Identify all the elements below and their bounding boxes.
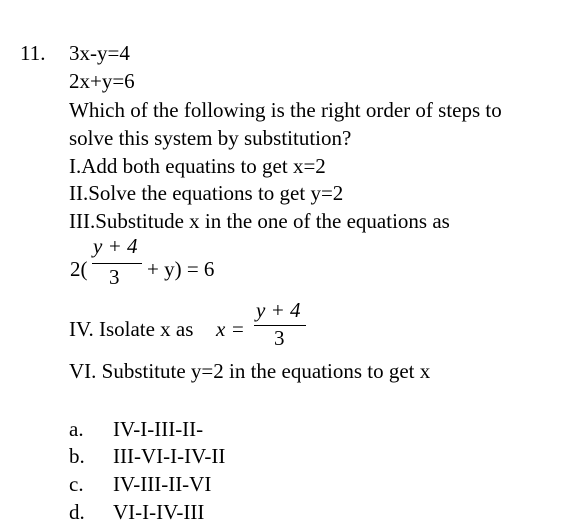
question-number: 11. xyxy=(20,41,46,65)
step-iii: III.Substitude x in the one of the equations as xyxy=(69,209,450,233)
equation-2: 2x+y=6 xyxy=(69,69,135,93)
prompt-line-1: Which of the following is the right order of steps to xyxy=(69,98,502,122)
step-iv-denominator: 3 xyxy=(274,326,285,350)
option-text: IV-III-II-VI xyxy=(113,472,212,496)
option-letter: c. xyxy=(69,472,84,496)
option-text: IV-I-III-II- xyxy=(113,417,204,441)
step-iv-text: IV. Isolate x as xyxy=(69,317,194,341)
step-i: I.Add both equatins to get x=2 xyxy=(69,154,326,178)
step-vi: VI. Substitute y=2 in the equations to get x xyxy=(69,359,431,383)
step-ii: II.Solve the equations to get y=2 xyxy=(69,181,344,205)
equation-1: 3x-y=4 xyxy=(69,41,130,65)
option-text: VI-I-IV-III xyxy=(113,500,205,524)
formula-fraction-bar xyxy=(92,263,142,264)
step-iv-numerator: y + 4 xyxy=(256,298,301,322)
option-letter: b. xyxy=(69,444,85,468)
prompt-line-2: solve this system by substitution? xyxy=(69,126,352,150)
formula-denominator: 3 xyxy=(109,265,120,289)
step-iv-lhs: x = xyxy=(216,317,245,341)
option-letter: a. xyxy=(69,417,84,441)
formula-prefix: 2( xyxy=(70,257,88,281)
option-text: III-VI-I-IV-II xyxy=(113,444,226,468)
option-letter: d. xyxy=(69,500,85,524)
formula-numerator: y + 4 xyxy=(93,234,138,258)
formula-suffix: + y) = 6 xyxy=(147,257,215,281)
